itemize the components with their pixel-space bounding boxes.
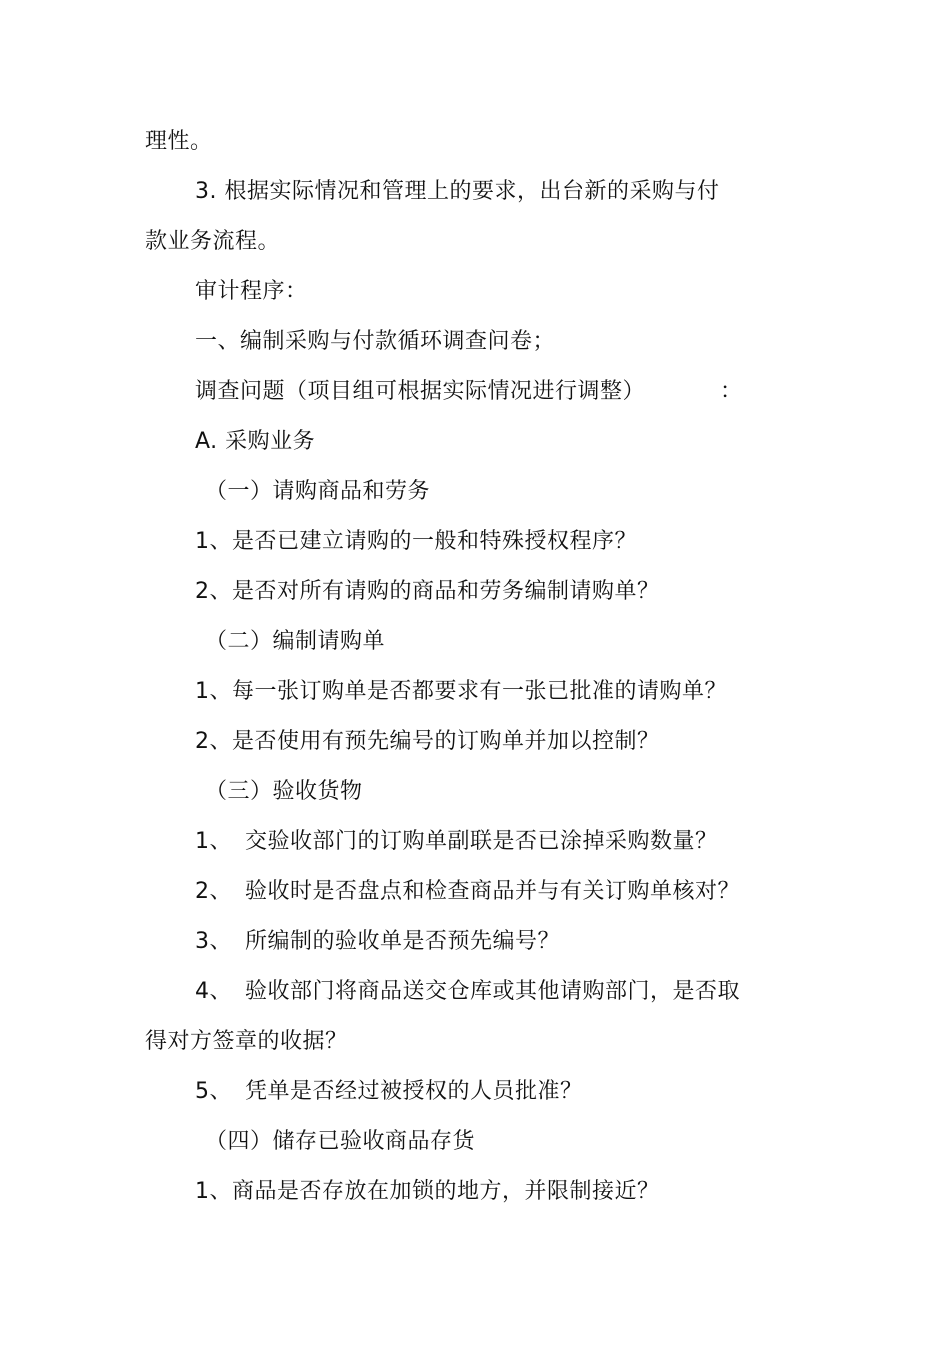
list-item-text: 所编制的验收单是否预先编号？ (245, 929, 561, 954)
list-item: 1、是否已建立请购的一般和特殊授权程序？ (195, 529, 637, 554)
list-item: 1、每一张订购单是否都要求有一张已批准的请购单？ (195, 679, 727, 704)
text-line: 调查问题（项目组可根据实际情况进行调整） (195, 379, 646, 404)
list-item-text: 交验收部门的订购单副联是否已涂掉采购数量？ (245, 829, 718, 854)
list-number: 1、 (195, 829, 232, 854)
list-item-text: 验收时是否盘点和检查商品并与有关订购单核对？ (245, 879, 741, 904)
section-heading: 审计程序： (195, 279, 308, 304)
text-line: 理性。 (145, 129, 213, 154)
subsection-heading: （一）请购商品和劳务 (205, 479, 431, 504)
list-item (195, 827, 718, 857)
list-number: 4、 (195, 979, 232, 1004)
subsection-heading: （三）验收货物 (205, 779, 363, 804)
list-item (195, 927, 560, 957)
text-line: ： (720, 379, 743, 404)
list-item (195, 1077, 583, 1107)
list-number: 3、 (195, 929, 232, 954)
list-item-text: 验收部门将商品送交仓库或其他请购部门，是否取 (245, 979, 741, 1004)
text-line: 得对方签章的收据？ (145, 1029, 348, 1054)
subsection-heading: （四）储存已验收商品存货 (205, 1129, 476, 1154)
list-item: 2、是否使用有预先编号的订购单并加以控制？ (195, 729, 660, 754)
list-item-text: 凭单是否经过被授权的人员批准？ (245, 1079, 583, 1104)
list-number: 5、 (195, 1079, 232, 1104)
section-heading: A. 采购业务 (195, 429, 316, 454)
text-line: 3. 根据实际情况和管理上的要求，出台新的采购与付 (195, 179, 720, 204)
list-item: 2、是否对所有请购的商品和劳务编制请购单？ (195, 579, 660, 604)
list-number: 2、 (195, 879, 232, 904)
text-line: 款业务流程。 (145, 229, 281, 254)
text-line (195, 377, 743, 407)
list-item (195, 877, 740, 907)
text-line: 一、编制采购与付款循环调查问卷； (195, 329, 556, 354)
list-item: 1、商品是否存放在加锁的地方，并限制接近？ (195, 1179, 660, 1204)
list-item (195, 977, 740, 1007)
subsection-heading: （二）编制请购单 (205, 629, 386, 654)
